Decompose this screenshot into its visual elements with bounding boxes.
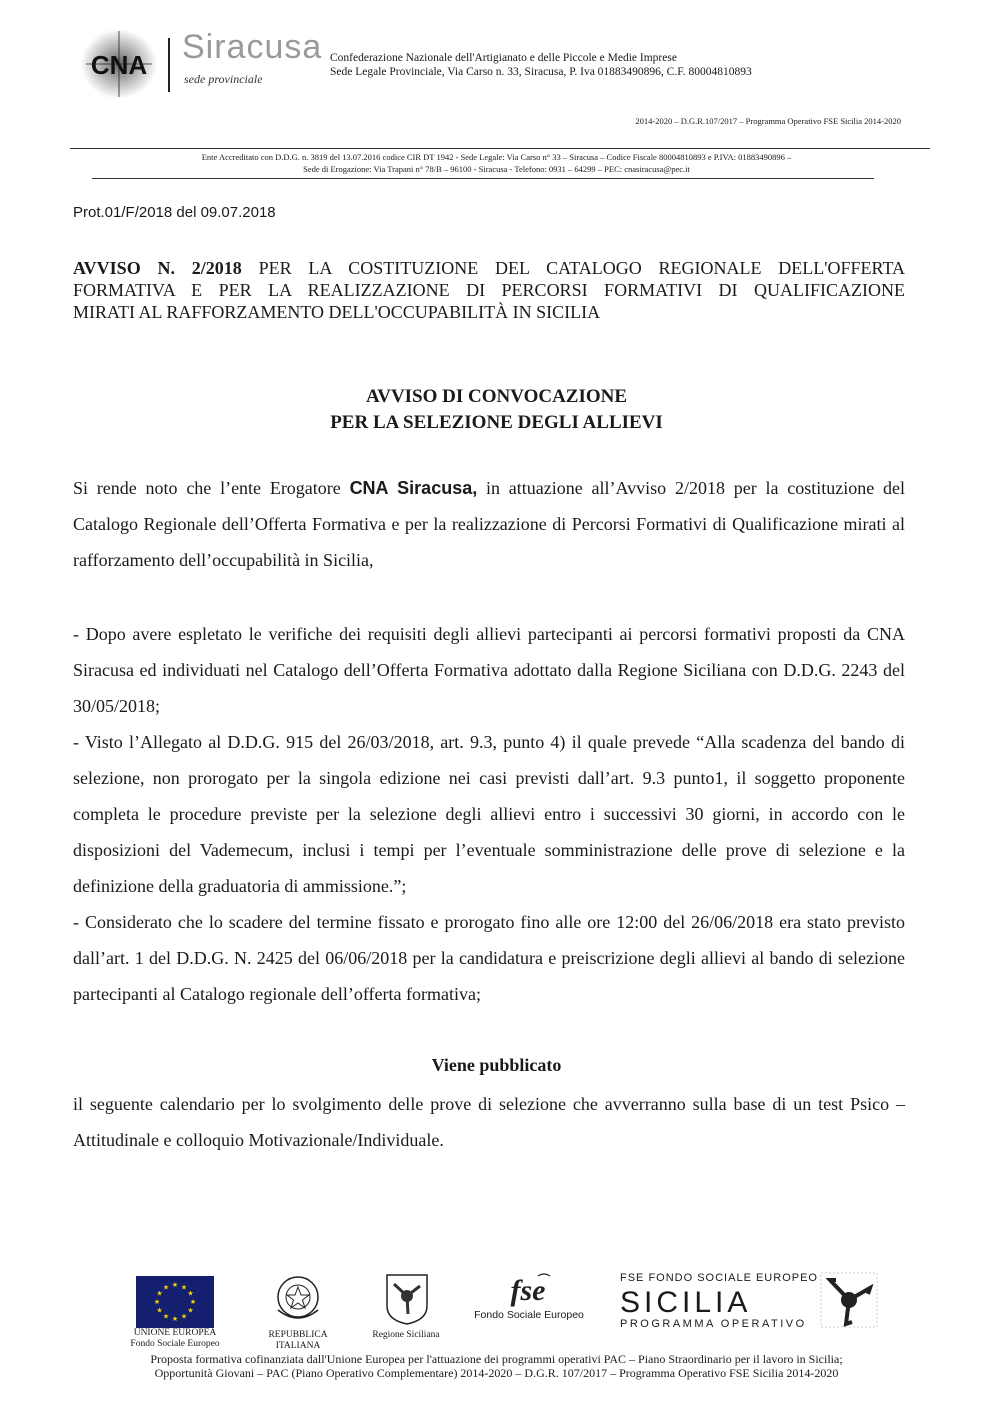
calendar-paragraph	[73, 1086, 905, 1158]
title-line-1: AVVISO DI CONVOCAZIONE	[365, 386, 628, 407]
point-2: - Visto l’Allegato al D.D.G. 915 del 26/03/2018, art. 9.3, punto 4) il quale prevede “Alla scadenza del bando di selezione, non prorogato per la singola edizione nei casi previsti dall’art. 9.3 punto1, il soggetto proponente completa le procedure previste per la selezione degli allievi entro i successivi 30 giorni, in accordo con le disposizioni del Vademecum, inclusi i tempi per l’eventuale somministrazione delle prove di selezione e la definizione della graduatoria di ammissione.”;	[73, 732, 905, 896]
brand-subtitle: sede provinciale	[184, 72, 263, 86]
trinacria-icon	[820, 1272, 878, 1328]
avviso-number: AVVISO N. 2/2018	[73, 258, 242, 278]
footer-line-2: Opportunità Giovani – PAC (Piano Operativo Complementare) 2014-2020 – D.G.R. 107/2017 – Programma Operativo FSE Sicilia 2014-2020	[154, 1366, 839, 1380]
avviso-line-3: MIRATI AL RAFFORZAMENTO DELL'OCCUPABILITÀ IN SICILIA	[73, 302, 601, 322]
convocation-title	[0, 384, 993, 436]
eu-caption-line-2: Fondo Sociale Europeo	[130, 1339, 220, 1349]
svg-text:★: ★	[171, 1281, 179, 1289]
svg-text:★: ★	[180, 1283, 188, 1292]
fse-sicilia-label: SICILIA	[620, 1286, 752, 1319]
svg-text:fse: fse	[510, 1274, 546, 1307]
footer-line-1: Proposta formativa cofinanziata dall'Unione Europea per l'attuazione dei programmi operativi PAC – Piano Straordinario per il lavoro in Sicilia;	[150, 1352, 843, 1366]
svg-text:★: ★	[162, 1312, 170, 1321]
svg-text:★: ★	[153, 1298, 161, 1306]
accreditation-line-2: Sede di Erogazione: Via Trapani n° 78/B – 96100 - Siracusa - Telefono: 0931 – 64299 – PEC: cnasiracusa@pec.it	[303, 164, 690, 174]
calendar-text: il seguente calendario per lo svolgimento delle prove di selezione che avverranno sulla base di un test Psico – Attitudinale e colloquio Motivazionale/Individuale.	[73, 1094, 905, 1150]
intro-entity: CNA Siracusa,	[349, 478, 478, 498]
header-divider	[168, 38, 170, 92]
svg-text:★: ★	[171, 1315, 179, 1323]
accreditation-line-1: Ente Accreditato con D.D.G. n. 3819 del 13.07.2016 codice CIR DT 1942 - Sede Legale: Via Carso n° 33 – Siracusa – Codice Fiscale 80004810893 e P.IVA: 01883490896 –	[201, 152, 792, 162]
program-reference: 2014-2020 – D.G.R.107/2017 – Programma Operativo FSE Sicilia 2014-2020	[635, 116, 901, 126]
point-1: - Dopo avere espletato le verifiche dei requisiti degli allievi partecipanti ai percorsi formativi proposti da CNA Siracusa ed individuati nel Catalogo dell’Offerta Formativa adottato dalla Regione Siciliana con D.D.G. 2243 del 30/05/2018;	[73, 624, 905, 716]
intro-text-rest: in attuazione all’Avviso 2/2018 per la costituzione del Catalogo Regionale dell’Offerta Formativa e per la realizzazione di Percorsi Formativi di Qualificazione mirati al rafforzamento dell’occupabilità in Sicilia,	[73, 478, 905, 570]
point-3: - Considerato che lo scadere del termine fissato e prorogato fino alle ore 12:00 del 26/06/2018 era stato previsto dall’art. 1 del D.D.G. N. 2425 del 06/06/2018 per la candidatura e preiscrizione degli allievi al bando di selezione partecipanti al Catalogo regionale dell’offerta formativa;	[73, 912, 905, 1004]
considerations	[73, 616, 905, 1012]
title-line-2: PER LA SELEZIONE DEGLI ALLIEVI	[330, 412, 663, 433]
org-address: Sede Legale Provinciale, Via Carso n. 33, Siracusa, P. Iva 01883490896, C.F. 80004810893	[330, 66, 752, 78]
org-name: Confederazione Nazionale dell'Artigianato e delle Piccole e Medie Imprese	[330, 52, 677, 64]
svg-text:CNA: CNA	[90, 50, 148, 80]
avviso-line-1: PER LA COSTITUZIONE DEL CATALOGO REGIONALE DELL'OFFERTA	[241, 258, 905, 278]
svg-text:★: ★	[162, 1283, 170, 1292]
eu-flag-icon	[136, 1276, 214, 1328]
avviso-line-2: FORMATIVA E PER LA REALIZZAZIONE DI PERCORSI FORMATIVI DI QUALIFICAZIONE	[73, 280, 905, 300]
svg-text:★: ★	[180, 1312, 188, 1321]
fse-caption: Fondo Sociale Europeo	[474, 1309, 584, 1321]
eu-caption-line-1: UNIONE EUROPEA	[133, 1328, 217, 1338]
viene-pubblicato: Viene pubblicato	[431, 1055, 562, 1075]
svg-text:★: ★	[156, 1289, 163, 1298]
sicilian-region-emblem-icon	[384, 1272, 430, 1326]
svg-text:★: ★	[187, 1289, 194, 1298]
svg-text:★: ★	[156, 1306, 163, 1315]
intro-paragraph	[73, 470, 905, 578]
italian-republic-emblem-icon	[270, 1270, 326, 1326]
eu-caption	[110, 1328, 240, 1350]
fse-program-label: PROGRAMMA OPERATIVO	[620, 1318, 807, 1330]
fse-logo-icon	[498, 1270, 558, 1310]
svg-text:★: ★	[187, 1306, 194, 1315]
header-rule-bottom	[92, 178, 874, 179]
republic-caption	[250, 1330, 346, 1352]
protocol-number: Prot.01/F/2018 del 09.07.2018	[73, 204, 276, 221]
avviso-heading	[73, 257, 905, 323]
header-rule-top	[70, 148, 930, 149]
sicily-caption: Regione Siciliana	[372, 1330, 440, 1340]
cna-logo-icon	[80, 28, 158, 100]
svg-text:★: ★	[189, 1298, 197, 1306]
fse-fondo-label: FSE FONDO SOCIALE EUROPEO	[620, 1272, 818, 1284]
brand-city: Siracusa	[182, 28, 323, 66]
republic-caption-line-2: ITALIANA	[275, 1341, 321, 1351]
intro-text: Si rende noto che l’ente Erogatore	[73, 478, 350, 498]
republic-caption-line-1: REPUBBLICA	[268, 1330, 328, 1340]
